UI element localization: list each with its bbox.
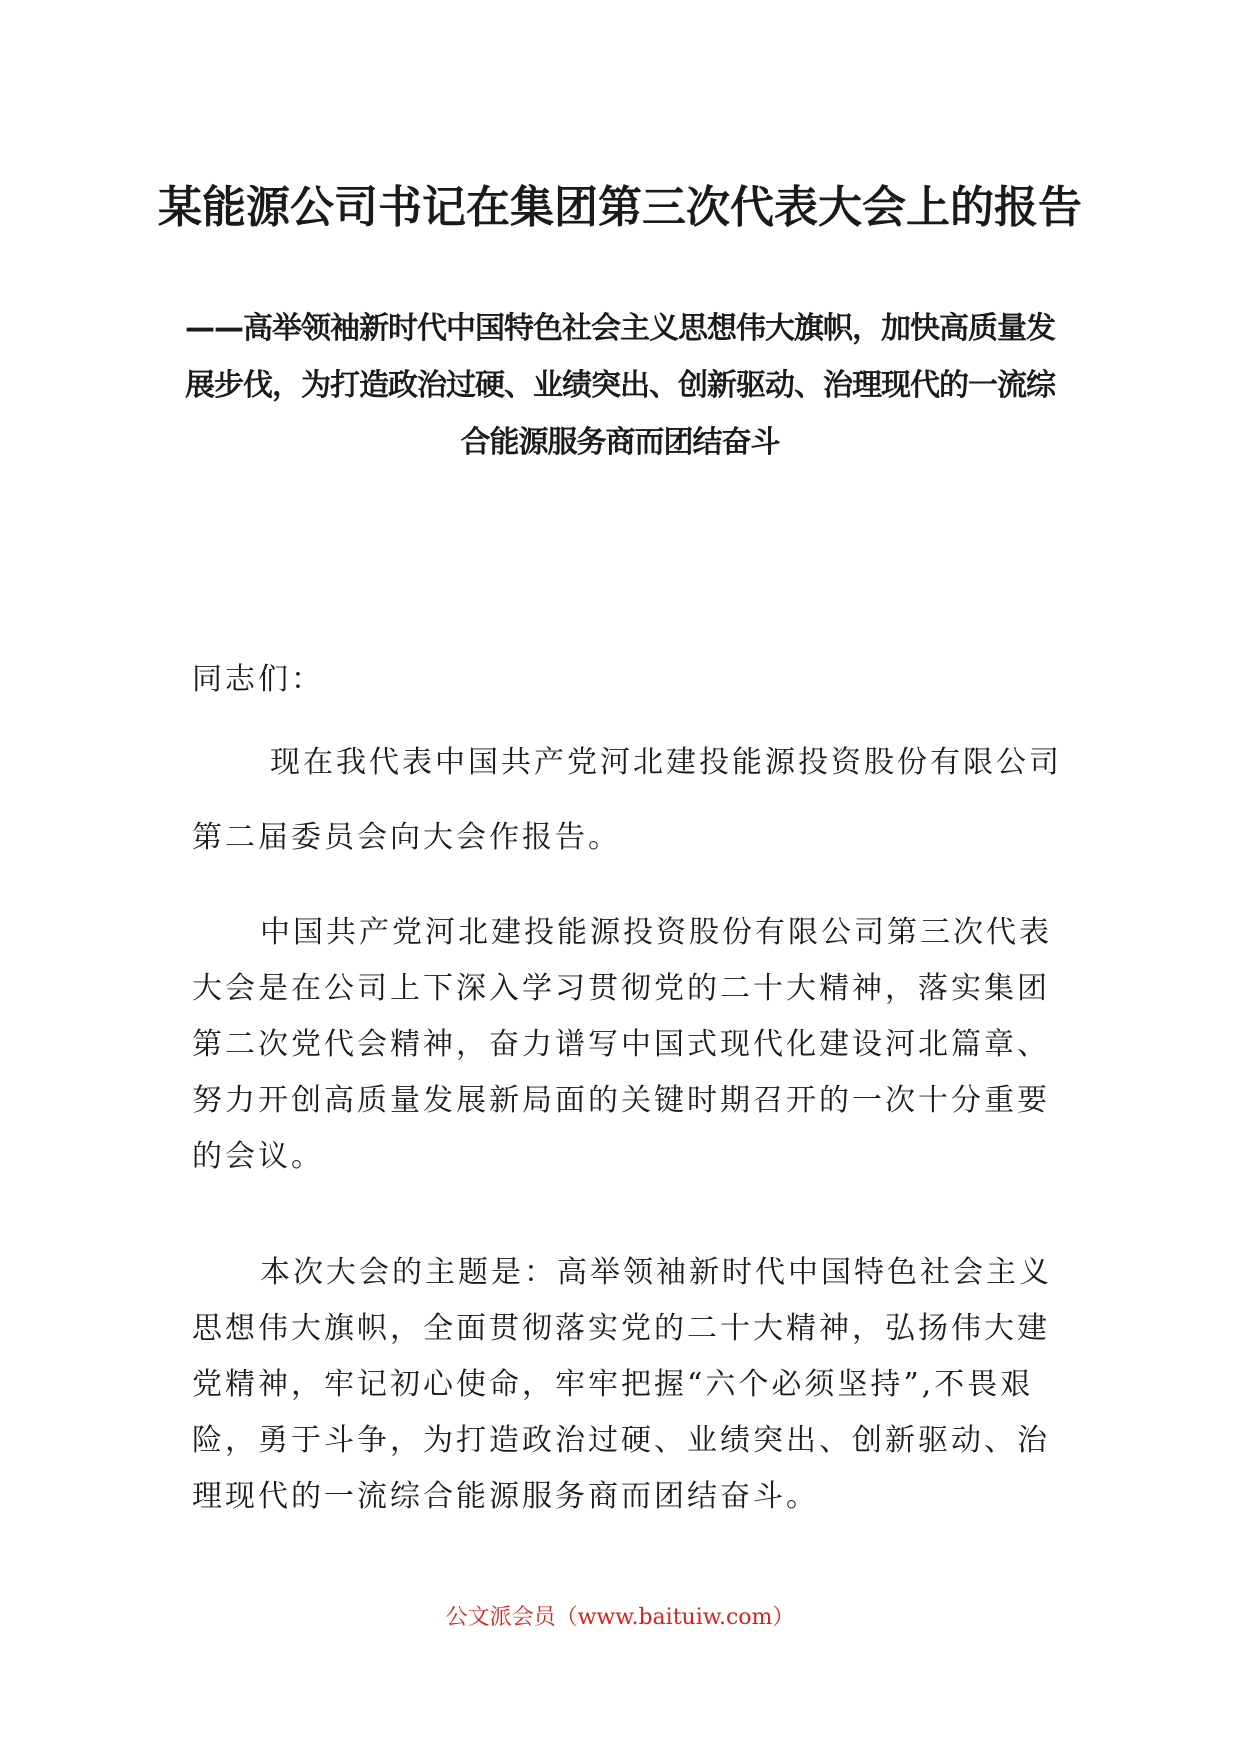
body-paragraph-2: 中国共产党河北建投能源投资股份有限公司第三次代表大会是在公司上下深入学习贯彻党的二十大精神，落实集团第二次党代会精神，奋力谱写中国式现代化建设河北篇章、努力开创高质量发展新局面的关键时期召开的一次十分重要的会议。	[192, 915, 1052, 1174]
document-title: 某能源公司书记在集团第三次代表大会上的报告	[158, 182, 1082, 233]
body-paragraph-3: 本次大会的主题是：高举领袖新时代中国特色社会主义思想伟大旗帜，全面贯彻落实党的二十大精神，弘扬伟大建党精神，牢记初心使命，牢牢把握“六个必须坚持”,不畏艰险，勇于斗争，为打造政治过硬、业绩突出、创新驱动、治理现代的一流综合能源服务商而团结奋斗。	[192, 1255, 1052, 1514]
body-paragraph-1: 现在我代表中国共产党河北建投能源投资股份有限公司第二届委员会向大会作报告。	[192, 745, 1062, 855]
salutation: 同志们：	[192, 662, 324, 697]
document-subtitle: ——高举领袖新时代中国特色社会主义思想伟大旗帜，加快高质量发展步伐，为打造政治过硬、业绩突出、创新驱动、治理现代的一流综合能源服务商而团结奋斗	[185, 311, 1055, 460]
footer-watermark: 公文派会员（www.baituiw.com）	[445, 1605, 795, 1630]
